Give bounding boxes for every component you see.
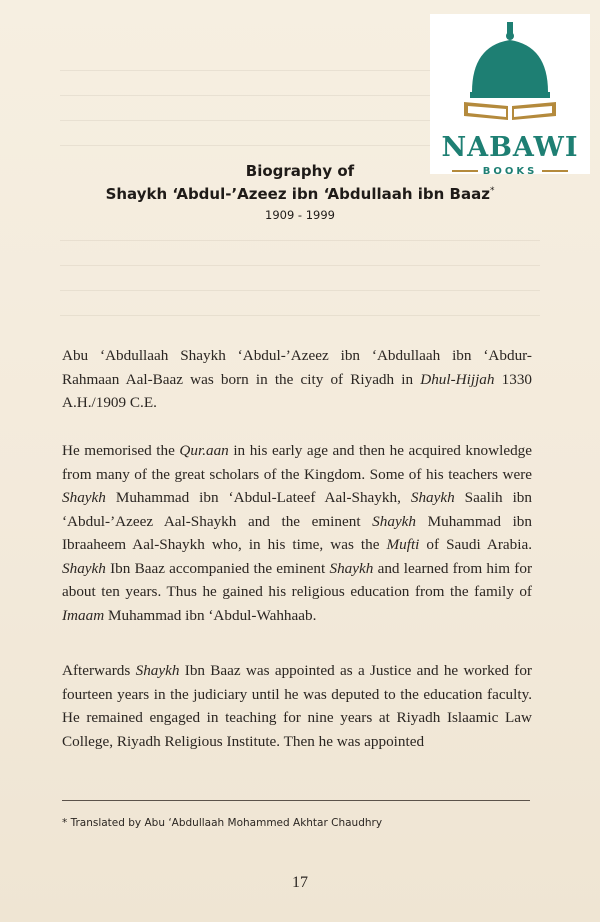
heading-name [60,185,540,203]
paragraph-2: He memorised the Qur.aan in his early age and then he acquired knowledge from many of the great scholars of the Kingdom. Some of his teachers were Shaykh Muhammad ibn ‘Abdul-Lateef Aal-Shaykh, Shaykh Saalih ibn ‘Abdul-’Azeez Aal-Shaykh and the eminent Shaykh Muhammad ibn Ibraaheem Aal-Shaykh who, in his time, was the Mufti of Saudi Arabia. Shaykh Ibn Baaz accompanied the eminent Shaykh and learned from him for about ten years. Thus he gained his religious education from the family of Imaam Muhammad ibn ‘Abdul-Wahhaab. [62,442,533,624]
logo-sub-text: BOOKS [482,166,538,177]
footnote-divider [62,800,530,801]
heading-line1: Biography of [245,162,355,180]
footnote: * Translated by Abu ‘Abdullaah Mohammed Akhtar Chaudhry [62,817,383,829]
paragraph-3: Afterwards Shaykh Ibn Baaz was appointed as a Justice and he worked for fourteen years in the judiciary until he was deputed to the education faculty. He remained engaged in teaching for nine years at Riyadh Islaamic Law College, Riyadh Religious Institute. Then he was appointed [62,662,532,750]
page-number: 17 [292,874,308,891]
heading-years: 1909 - 1999 [265,208,335,222]
heading-name-text: Shaykh ‘Abdul-’Azeez ibn ‘Abdullaah ibn Baaz [105,185,490,203]
dome-book-icon [460,22,560,132]
paragraph-1: Abu ‘Abdullaah Shaykh ‘Abdul-’Azeez ibn ‘Abdullaah ibn ‘Abdur-Rahmaan Aal-Baaz was born in the city of Riyadh in Dhul-Hijjah 1330 A.H./1909 C.E. [62,347,533,411]
footnote-marker: * [489,186,495,196]
publisher-logo [430,14,590,177]
logo-brand: NABAWI [441,132,579,163]
